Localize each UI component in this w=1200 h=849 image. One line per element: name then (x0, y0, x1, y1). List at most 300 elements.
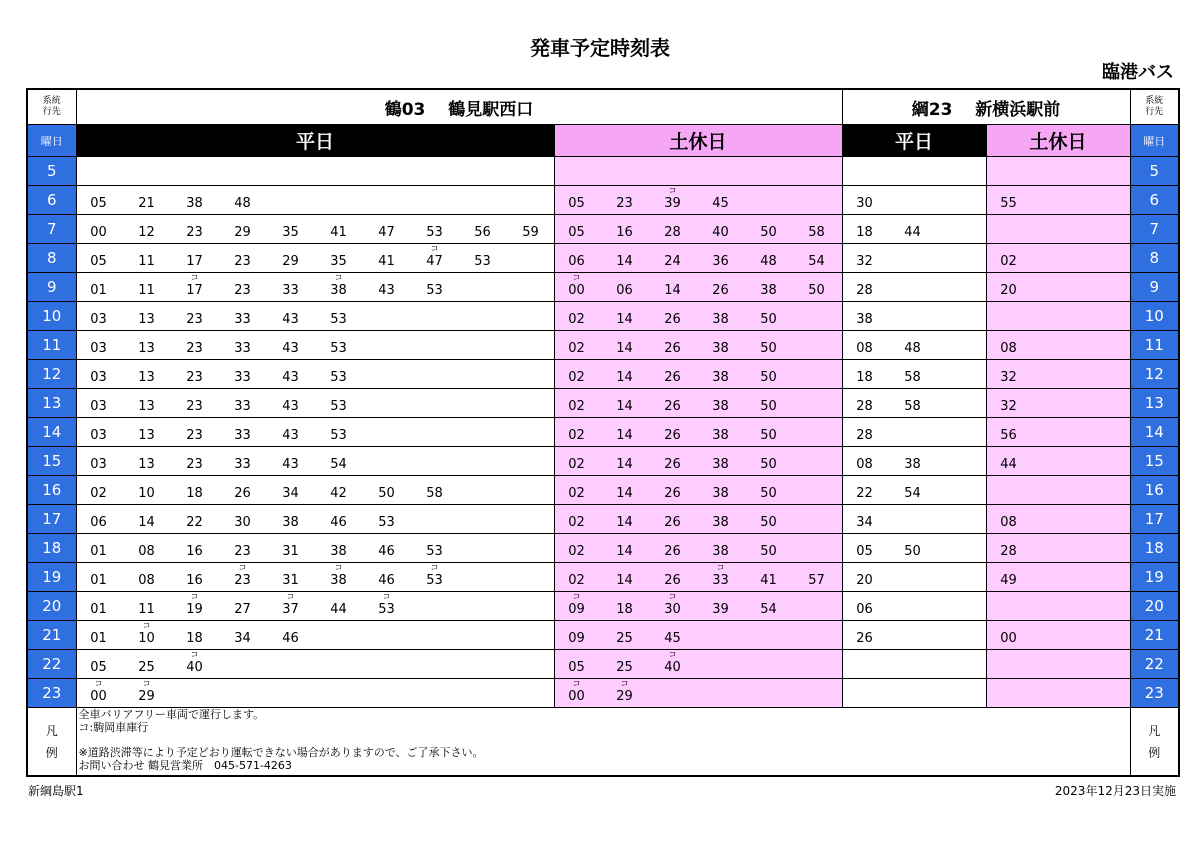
departure-minute (327, 486, 351, 501)
departure-minute-text: 10 (138, 631, 155, 646)
departure-minute (997, 457, 1021, 472)
departure-minute (565, 428, 589, 443)
departure-minute (87, 457, 111, 472)
hour-label-right: 9 (1130, 273, 1179, 302)
departure-minute-text: 53 (474, 254, 491, 269)
departure-minute-text: 35 (330, 254, 347, 269)
legend-char-bottom: 例 (1148, 745, 1161, 760)
departure-minute-text: 34 (234, 631, 251, 646)
departure-minute-text: 50 (760, 544, 777, 559)
departure-minute-text: 23 (186, 457, 203, 472)
departure-minute-text: 14 (616, 341, 633, 356)
departure-minute-text: 14 (616, 254, 633, 269)
departure-minute (661, 312, 685, 327)
departure-minute-text: 26 (664, 486, 681, 501)
departure-minute-text: 26 (664, 457, 681, 472)
departure-minute (327, 428, 351, 443)
departure-minute (135, 621, 159, 646)
departure-minute (709, 196, 733, 211)
departure-minute (901, 457, 925, 472)
hour-label-left: 15 (27, 447, 76, 476)
hour-row (27, 360, 1179, 389)
departure-minute (231, 563, 255, 588)
departure-minute (183, 399, 207, 414)
komaoka-depot-mark: コ (190, 273, 199, 282)
departure-minute (231, 370, 255, 385)
departure-minute (231, 225, 255, 240)
departure-minute-text: 21 (138, 196, 155, 211)
departure-minute (757, 428, 781, 443)
route-side-text: 系統 行先 (1145, 96, 1164, 117)
day-header-weekday-c: 平日 (842, 125, 986, 157)
minutes-cell-b (554, 476, 842, 505)
departure-minute (279, 428, 303, 443)
departure-minute-text: 38 (186, 196, 203, 211)
minutes-cell-d (986, 505, 1130, 534)
day-header-weekday-a: 平日 (76, 125, 554, 157)
departure-minute (853, 312, 877, 327)
departure-minute-text: 16 (186, 544, 203, 559)
departure-minute-text: 23 (186, 370, 203, 385)
departure-minute-text: 27 (234, 602, 251, 617)
departure-minute (661, 486, 685, 501)
minutes-cell-b (554, 157, 842, 186)
departure-minute-text: 14 (616, 486, 633, 501)
minutes-cell-d (986, 563, 1130, 592)
departure-minute-text: 33 (234, 399, 251, 414)
departure-minute (279, 544, 303, 559)
departure-minute-text: 03 (90, 457, 107, 472)
departure-minute (327, 399, 351, 414)
minutes-cell-c (842, 244, 986, 273)
departure-minute (231, 457, 255, 472)
departure-minute (613, 660, 637, 675)
departure-minute (757, 486, 781, 501)
departure-minute (709, 486, 733, 501)
departure-minute (183, 631, 207, 646)
departure-minute (231, 399, 255, 414)
departure-minute (709, 602, 733, 617)
departure-minute-text: 12 (138, 225, 155, 240)
departure-minute-text: 53 (426, 573, 443, 588)
legend-row (27, 708, 1179, 777)
departure-minute-text: 23 (234, 573, 251, 588)
departure-minute (565, 273, 589, 298)
departure-minute-text: 59 (522, 225, 539, 240)
departure-minute-text: 44 (1000, 457, 1017, 472)
departure-minute-text: 39 (664, 196, 681, 211)
departure-minute (183, 544, 207, 559)
hour-label-right: 18 (1130, 534, 1179, 563)
hour-label-right: 17 (1130, 505, 1179, 534)
minutes-cell-c (842, 505, 986, 534)
departure-minute (135, 660, 159, 675)
minutes-cell-c (842, 534, 986, 563)
departure-minute-text: 01 (90, 573, 107, 588)
departure-minute-text: 14 (616, 573, 633, 588)
departure-minute (183, 650, 207, 675)
minutes-cell-a (76, 331, 554, 360)
departure-minute (853, 370, 877, 385)
departure-minute (613, 312, 637, 327)
minutes-cell-a (76, 157, 554, 186)
departure-minute (279, 312, 303, 327)
hour-label-left: 12 (27, 360, 76, 389)
departure-minute-text: 50 (378, 486, 395, 501)
departure-minute-text: 38 (856, 312, 873, 327)
departure-minute-text: 05 (568, 225, 585, 240)
minutes-cell-d (986, 215, 1130, 244)
departure-minute-text: 33 (282, 283, 299, 298)
departure-minute (423, 283, 447, 298)
departure-minute (231, 254, 255, 269)
hour-label-right: 21 (1130, 621, 1179, 650)
departure-minute-text: 44 (904, 225, 921, 240)
departure-minute (757, 283, 781, 298)
minutes-cell-d (986, 592, 1130, 621)
departure-minute (279, 515, 303, 530)
departure-minute-text: 25 (138, 660, 155, 675)
departure-minute-text: 14 (616, 399, 633, 414)
hour-label-left: 5 (27, 157, 76, 186)
departure-minute (519, 225, 543, 240)
minutes-cell-b (554, 592, 842, 621)
hour-label-left: 10 (27, 302, 76, 331)
komaoka-depot-mark: コ (668, 186, 677, 195)
departure-minute-text: 01 (90, 544, 107, 559)
departure-minute-text: 55 (1000, 196, 1017, 211)
departure-minute (613, 631, 637, 646)
departure-minute (87, 254, 111, 269)
departure-minute (997, 341, 1021, 356)
departure-minute-text: 02 (568, 399, 585, 414)
departure-minute-text: 24 (664, 254, 681, 269)
departure-minute (279, 225, 303, 240)
departure-minute-text: 08 (1000, 515, 1017, 530)
departure-minute-text: 35 (282, 225, 299, 240)
departure-minute-text: 23 (234, 283, 251, 298)
hour-label-right: 20 (1130, 592, 1179, 621)
departure-minute (661, 631, 685, 646)
departure-minute-text: 00 (568, 689, 585, 704)
minutes-cell-a (76, 621, 554, 650)
departure-minute-text: 48 (904, 341, 921, 356)
departure-minute-text: 32 (1000, 399, 1017, 414)
minutes-cell-d (986, 679, 1130, 708)
departure-minute-text: 34 (282, 486, 299, 501)
departure-minute-text: 44 (330, 602, 347, 617)
departure-minute-text: 53 (330, 428, 347, 443)
departure-minute (709, 225, 733, 240)
komaoka-depot-mark: コ (668, 592, 677, 601)
departure-minute (183, 515, 207, 530)
departure-minute-text: 16 (616, 225, 633, 240)
departure-minute-text: 02 (568, 486, 585, 501)
departure-minute-text: 38 (712, 312, 729, 327)
departure-minute-text: 13 (138, 457, 155, 472)
departure-minute (565, 312, 589, 327)
minutes-cell-d (986, 186, 1130, 215)
departure-minute-text: 25 (616, 660, 633, 675)
departure-minute (661, 457, 685, 472)
hour-label-left: 16 (27, 476, 76, 505)
day-header-holiday-d: 土休日 (986, 125, 1130, 157)
departure-minute (231, 544, 255, 559)
departure-minute-text: 43 (282, 428, 299, 443)
departure-minute-text: 50 (760, 486, 777, 501)
departure-minute-text: 46 (378, 573, 395, 588)
hour-label-right: 16 (1130, 476, 1179, 505)
departure-minute (327, 341, 351, 356)
departure-minute (661, 592, 685, 617)
departure-minute (853, 573, 877, 588)
departure-minute-text: 40 (712, 225, 729, 240)
departure-minute-text: 31 (282, 544, 299, 559)
hour-label-left: 6 (27, 186, 76, 215)
departure-minute-text: 41 (330, 225, 347, 240)
departure-minute-text: 33 (712, 573, 729, 588)
departure-minute-text: 02 (568, 544, 585, 559)
minutes-cell-a (76, 302, 554, 331)
departure-minute (231, 602, 255, 617)
hour-label-right: 22 (1130, 650, 1179, 679)
departure-minute-text: 33 (234, 312, 251, 327)
minutes-cell-a (76, 186, 554, 215)
hour-row (27, 534, 1179, 563)
departure-minute (183, 457, 207, 472)
hour-label-left: 17 (27, 505, 76, 534)
departure-minute (135, 602, 159, 617)
route-header-tsuru03: 鶴03 鶴見駅西口 (76, 89, 842, 125)
departure-minute (661, 370, 685, 385)
departure-minute-text: 43 (282, 457, 299, 472)
departure-minute-text: 13 (138, 370, 155, 385)
departure-minute-text: 34 (856, 515, 873, 530)
minutes-cell-c (842, 389, 986, 418)
departure-minute (87, 341, 111, 356)
departure-minute-text: 53 (378, 515, 395, 530)
minutes-cell-a (76, 215, 554, 244)
stop-name: 新綱島駅1 (28, 784, 84, 798)
departure-minute (853, 544, 877, 559)
departure-minute-text: 00 (90, 225, 107, 240)
hour-label-right: 15 (1130, 447, 1179, 476)
minutes-cell-c (842, 621, 986, 650)
departure-minute (423, 486, 447, 501)
page-title: 発車予定時刻表 (530, 36, 670, 60)
departure-minute-text: 02 (568, 341, 585, 356)
departure-minute-text: 13 (138, 341, 155, 356)
departure-minute (87, 399, 111, 414)
minutes-cell-c (842, 476, 986, 505)
departure-minute (135, 196, 159, 211)
departure-minute-text: 02 (1000, 254, 1017, 269)
departure-minute-text: 20 (856, 573, 873, 588)
departure-minute (613, 602, 637, 617)
komaoka-depot-mark: コ (238, 563, 247, 572)
departure-minute-text: 18 (186, 486, 203, 501)
hour-row (27, 186, 1179, 215)
departure-minute (613, 515, 637, 530)
hour-label-right: 14 (1130, 418, 1179, 447)
hour-label-right: 19 (1130, 563, 1179, 592)
departure-minute (87, 196, 111, 211)
departure-minute-text: 08 (138, 573, 155, 588)
minutes-cell-d (986, 331, 1130, 360)
departure-minute-text: 14 (616, 370, 633, 385)
minutes-cell-b (554, 418, 842, 447)
minutes-cell-b (554, 679, 842, 708)
hour-label-right: 5 (1130, 157, 1179, 186)
departure-minute (565, 196, 589, 211)
departure-minute-text: 43 (282, 399, 299, 414)
departure-minute-text: 28 (1000, 544, 1017, 559)
hour-label-right: 11 (1130, 331, 1179, 360)
departure-minute-text: 29 (616, 689, 633, 704)
departure-minute (709, 283, 733, 298)
departure-minute-text: 28 (856, 428, 873, 443)
departure-minute (135, 254, 159, 269)
legend-char-top: 凡 (45, 723, 58, 738)
hour-label-left: 7 (27, 215, 76, 244)
departure-minute-text: 38 (330, 283, 347, 298)
departure-minute (805, 283, 829, 298)
komaoka-depot-mark: コ (572, 592, 581, 601)
departure-minute (565, 341, 589, 356)
departure-minute (279, 592, 303, 617)
departure-minute-text: 48 (760, 254, 777, 269)
departure-minute (853, 196, 877, 211)
komaoka-depot-mark: コ (572, 679, 581, 688)
departure-minute (901, 370, 925, 385)
minutes-cell-c (842, 650, 986, 679)
departure-minute (135, 225, 159, 240)
departure-minute (853, 515, 877, 530)
departure-minute (183, 341, 207, 356)
departure-minute (135, 679, 159, 704)
departure-minute-text: 28 (664, 225, 681, 240)
departure-minute (757, 254, 781, 269)
departure-minute-text: 53 (330, 399, 347, 414)
departure-minute (565, 370, 589, 385)
minutes-cell-d (986, 302, 1130, 331)
departure-minute-text: 46 (378, 544, 395, 559)
departure-minute (135, 312, 159, 327)
departure-minute (327, 602, 351, 617)
departure-minute-text: 00 (1000, 631, 1017, 646)
departure-minute-text: 26 (234, 486, 251, 501)
komaoka-depot-mark: コ (190, 650, 199, 659)
hour-label-left: 23 (27, 679, 76, 708)
hour-label-left: 20 (27, 592, 76, 621)
komaoka-depot-mark: コ (334, 273, 343, 282)
timetable (26, 88, 1180, 777)
departure-minute (279, 254, 303, 269)
minutes-cell-a (76, 534, 554, 563)
minutes-cell-a (76, 447, 554, 476)
minutes-cell-a (76, 650, 554, 679)
departure-minute (853, 399, 877, 414)
departure-minute-text: 05 (568, 660, 585, 675)
departure-minute-text: 33 (234, 428, 251, 443)
departure-minute-text: 26 (664, 399, 681, 414)
departure-minute (183, 486, 207, 501)
departure-minute-text: 14 (616, 544, 633, 559)
departure-minute-text: 23 (234, 544, 251, 559)
departure-minute (135, 457, 159, 472)
departure-minute-text: 03 (90, 399, 107, 414)
minutes-cell-d (986, 534, 1130, 563)
day-header-holiday-b: 土休日 (554, 125, 842, 157)
departure-minute (135, 283, 159, 298)
departure-minute-text: 54 (904, 486, 921, 501)
komaoka-depot-mark: コ (572, 273, 581, 282)
departure-minute-text: 23 (186, 312, 203, 327)
departure-minute-text: 38 (712, 486, 729, 501)
hour-row (27, 215, 1179, 244)
departure-minute-text: 05 (90, 196, 107, 211)
departure-minute (471, 254, 495, 269)
departure-minute (279, 283, 303, 298)
effective-date: 2023年12月23日実施 (1054, 784, 1176, 798)
departure-minute-text: 40 (186, 660, 203, 675)
departure-minute (231, 341, 255, 356)
departure-minute (901, 544, 925, 559)
departure-minute (135, 544, 159, 559)
departure-minute (423, 563, 447, 588)
departure-minute (135, 370, 159, 385)
departure-minute (757, 312, 781, 327)
legend-line-barrierfree: 全車バリアフリー車両で運行します。 (78, 708, 265, 721)
departure-minute-text: 41 (378, 254, 395, 269)
departure-minute (423, 544, 447, 559)
minutes-cell-a (76, 505, 554, 534)
departure-minute-text: 03 (90, 428, 107, 443)
departure-minute (423, 244, 447, 269)
minutes-cell-d (986, 244, 1130, 273)
departure-minute (87, 544, 111, 559)
departure-minute (565, 225, 589, 240)
komaoka-depot-mark: コ (286, 592, 295, 601)
komaoka-depot-mark: コ (334, 563, 343, 572)
departure-minute (709, 428, 733, 443)
departure-minute (231, 283, 255, 298)
departure-minute-text: 26 (664, 370, 681, 385)
departure-minute (135, 428, 159, 443)
departure-minute-text: 14 (138, 515, 155, 530)
departure-minute (327, 563, 351, 588)
departure-minute (901, 486, 925, 501)
departure-minute-text: 33 (234, 341, 251, 356)
departure-minute-text: 38 (712, 544, 729, 559)
departure-minute-text: 26 (712, 283, 729, 298)
departure-minute (565, 515, 589, 530)
departure-minute-text: 50 (904, 544, 921, 559)
departure-minute-text: 29 (138, 689, 155, 704)
departure-minute (709, 457, 733, 472)
departure-minute (757, 399, 781, 414)
departure-minute (231, 312, 255, 327)
departure-minute-text: 08 (856, 457, 873, 472)
departure-minute (279, 631, 303, 646)
departure-minute (661, 544, 685, 559)
legend-char-bottom: 例 (45, 745, 58, 760)
departure-minute (757, 370, 781, 385)
minutes-cell-c (842, 418, 986, 447)
minutes-cell-a (76, 418, 554, 447)
departure-minute (661, 650, 685, 675)
departure-minute-text: 30 (234, 515, 251, 530)
